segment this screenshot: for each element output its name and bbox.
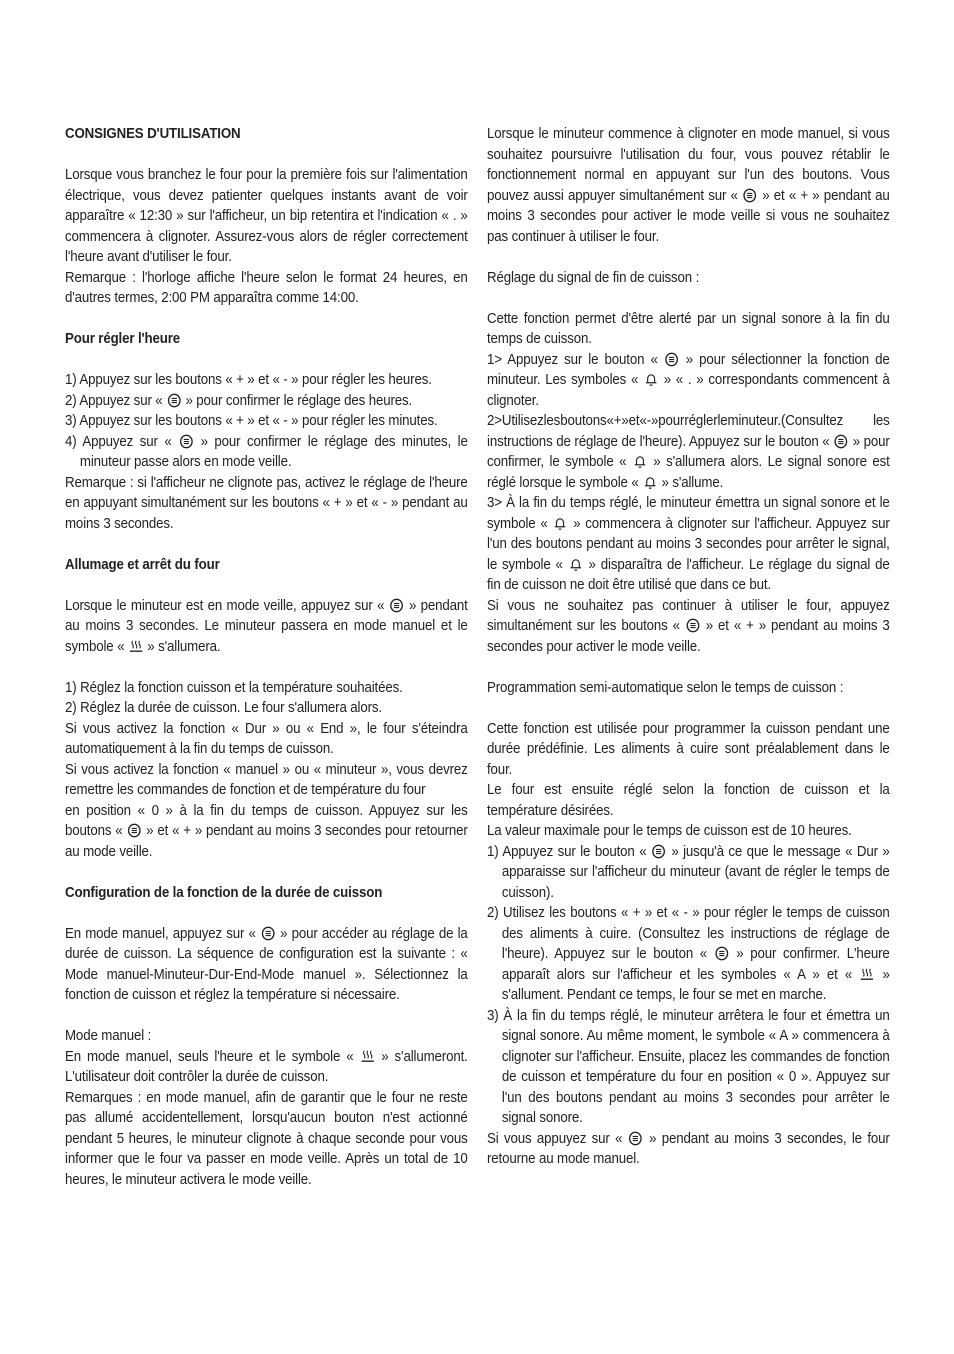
section-heading-set-time: Pour régler l'heure — [65, 331, 181, 347]
paragraph: Si vous appuyez sur « » pendant au moins 3 secondes, le four retourne au mode manuel. — [487, 1130, 890, 1167]
bell-icon — [643, 475, 657, 490]
paragraph: Cette fonction est utilisée pour programmer la cuisson pendant une durée prédéfinie. Les aliments à cuire sont préalablement dans le four. — [487, 720, 890, 778]
step-item: 1) Appuyez sur le bouton « » jusqu'à ce que le message « Dur » apparaisse sur l'afficheur du minuteur (avant de régler le temps de cuisson). — [487, 843, 890, 901]
paragraph: Si vous ne souhaitez pas continuer à utiliser le four, appuyez simultanément sur les boutons « » et « + » pendant au moins 3 secondes pour activer le mode veille. — [487, 597, 890, 655]
paragraph: Cette fonction permet d'être alerté par un signal sonore à la fin du temps de cuisson. — [487, 310, 890, 347]
section-heading-power: Allumage et arrêt du four — [65, 556, 220, 573]
paragraph: Lorsque le minuteur commence à clignoter en mode manuel, si vous souhaitez poursuivre l'utilisation du four, vous pouvez rétablir le fonctionnement normal en appuyant sur l'un des boutons. Vous pouvez aussi appuyer simultanément sur « » et « + » pendant au moins 3 secondes pour activer le mode veille si vous ne souhaitez pas continuer à utiliser le four. — [487, 126, 890, 245]
bell-icon — [569, 557, 583, 572]
section-heading-instructions: CONSIGNES D'UTILISATION — [65, 126, 241, 142]
section-heading-semi-auto: Programmation semi-automatique selon le temps de cuisson : — [487, 679, 844, 696]
step-item: 2) Appuyez sur « » pour confirmer le réglage des heures. — [65, 392, 413, 409]
section-heading-duration: Configuration de la fonction de la durée de cuisson — [65, 884, 383, 901]
menu-circle-icon — [179, 434, 193, 449]
paragraph: Le four est ensuite réglé selon la fonction de cuisson et la température désirées. — [487, 782, 890, 819]
section-heading-end-signal: Réglage du signal de fin de cuisson : — [487, 269, 700, 286]
paragraph: Si vous activez la fonction « Dur » ou « End », le four s'éteindra automatiquement à la fin du temps de cuisson. — [65, 720, 468, 757]
step-item: 2) Réglez la durée de cuisson. Le four s'allumera alors. — [65, 700, 382, 716]
menu-circle-icon — [715, 946, 729, 961]
menu-circle-icon — [686, 618, 700, 633]
menu-circle-icon — [127, 823, 141, 838]
bell-icon — [644, 372, 658, 387]
menu-circle-icon — [167, 393, 181, 408]
step-item: 3> À la fin du temps réglé, le minuteur émettra un signal sonore et le symbole « » commencera à clignoter sur l'afficheur. Appuyez sur l'un des boutons pendant au moins 3 secondes pour arrêter le signal, le symbole « » disparaîtra de l'afficheur. Le réglage du signal de fin de cuisson ne doit être utilisé que dans ce but. — [487, 495, 890, 593]
step-item: 4) Appuyez sur « » pour confirmer le réglage des minutes, le minuteur passe alors en mode veille. — [65, 433, 468, 470]
menu-circle-icon — [390, 598, 404, 613]
oven-heat-icon — [129, 639, 143, 654]
menu-circle-icon — [743, 188, 757, 203]
paragraph: Lorsque le minuteur est en mode veille, appuyez sur « » pendant au moins 3 secondes. Le minuteur passera en mode manuel et le symbole « » s'allumera. — [65, 597, 468, 655]
menu-circle-icon — [834, 434, 848, 449]
step-item: 3) À la fin du temps réglé, le minuteur arrêtera le four et émettra un signal sonore. Au même moment, le symbole « A » commencera à clignoter sur l'afficheur. Ensuite, placez les commandes de fonction de cuisson et température du four en position « 0 ». Appuyez sur l'un des boutons pendant au moins 3 secondes pour arrêter le signal sonore. — [487, 1007, 890, 1126]
paragraph: La valeur maximale pour le temps de cuisson est de 10 heures. — [487, 823, 852, 839]
paragraph: Mode manuel : — [65, 1028, 152, 1044]
paragraph: Lorsque vous branchez le four pour la première fois sur l'alimentation électrique, vous devez patienter quelques instants avant de voir apparaître « 12:30 » sur l'afficheur, un bip retentira et l'indication « . » commencera à clignoter. Assurez-vous alors de régler correctement l'heure avant d'utiliser le four. — [65, 167, 468, 265]
paragraph: Si vous activez la fonction « manuel » ou « minuteur », vous devrez remettre les commandes de fonction et de température du four — [65, 761, 468, 798]
paragraph: En mode manuel, seuls l'heure et le symbole « » s'allumeront. L'utilisateur doit contrôler la durée de cuisson. — [65, 1048, 468, 1085]
paragraph: Remarques : en mode manuel, afin de garantir que le four ne reste pas allumé accidentellement, lorsqu'aucun bouton n'est actionné pendant 5 heures, le minuteur clignote à chaque seconde pour vous informer que le four va passer en mode veille. Après un total de 10 heures, le minuteur activera le mode veille. — [65, 1089, 468, 1188]
paragraph: Remarque : si l'afficheur ne clignote pas, activez le réglage de l'heure en appuyant simultanément sur les boutons « + » et « - » pendant au moins 3 secondes. — [65, 474, 468, 532]
step-item: 3) Appuyez sur les boutons « + » et « - » pour régler les minutes. — [65, 413, 438, 429]
oven-heat-icon — [360, 1049, 374, 1064]
right-column — [487, 124, 890, 1170]
menu-circle-icon — [629, 1131, 643, 1146]
oven-heat-icon — [860, 967, 874, 982]
step-item: 1) Réglez la fonction cuisson et la température souhaitées. — [65, 679, 403, 696]
step-item: 1> Appuyez sur le bouton « » pour sélectionner la fonction de minuteur. Les symboles « » « . » correspondants commencent à clignoter. — [487, 351, 890, 409]
menu-circle-icon — [261, 926, 275, 941]
menu-circle-icon — [652, 844, 666, 859]
bell-icon — [633, 454, 647, 469]
paragraph: En mode manuel, appuyez sur « » pour accéder au réglage de la durée de cuisson. La séquence de configuration est la suivante : « Mode manuel-Minuteur-Dur-End-Mode manuel ». Sélectionnez la fonction de cuisson et réglez la température si nécessaire. — [65, 925, 468, 1003]
paragraph: Remarque : l'horloge affiche l'heure selon le format 24 heures, en d'autres termes, 2:00 PM apparaîtra comme 14:00. — [65, 269, 468, 306]
left-column — [65, 124, 468, 1190]
step-item: 2) Utilisez les boutons « + » et « - » pour régler le temps de cuisson des aliments à cuire. (Consultez les instructions de réglage de l'heure). Appuyez sur le bouton « » pour confirmer. L'heure apparaît alors sur l'afficheur et les symboles « A » et « » s'allument. Pendant ce temps, le four se met en marche. — [487, 905, 890, 1003]
step-item: 1) Appuyez sur les boutons « + » et « - » pour régler les heures. — [65, 372, 432, 388]
bell-icon — [553, 516, 567, 531]
paragraph: en position « 0 » à la fin du temps de cuisson. Appuyez sur les boutons « » et « + » pendant au moins 3 secondes pour retourner au mode veille. — [65, 802, 468, 860]
step-item: 2>Utilisezlesboutons«+»et«-»pourréglerleminuteur.(Consultez les instructions de réglage de l'heure). Appuyez sur le bouton « » pour confirmer, le symbole « » s'allumera alors. Le signal sonore est réglé lorsque le symbole « » s'allume. — [487, 413, 890, 491]
menu-circle-icon — [665, 352, 679, 367]
